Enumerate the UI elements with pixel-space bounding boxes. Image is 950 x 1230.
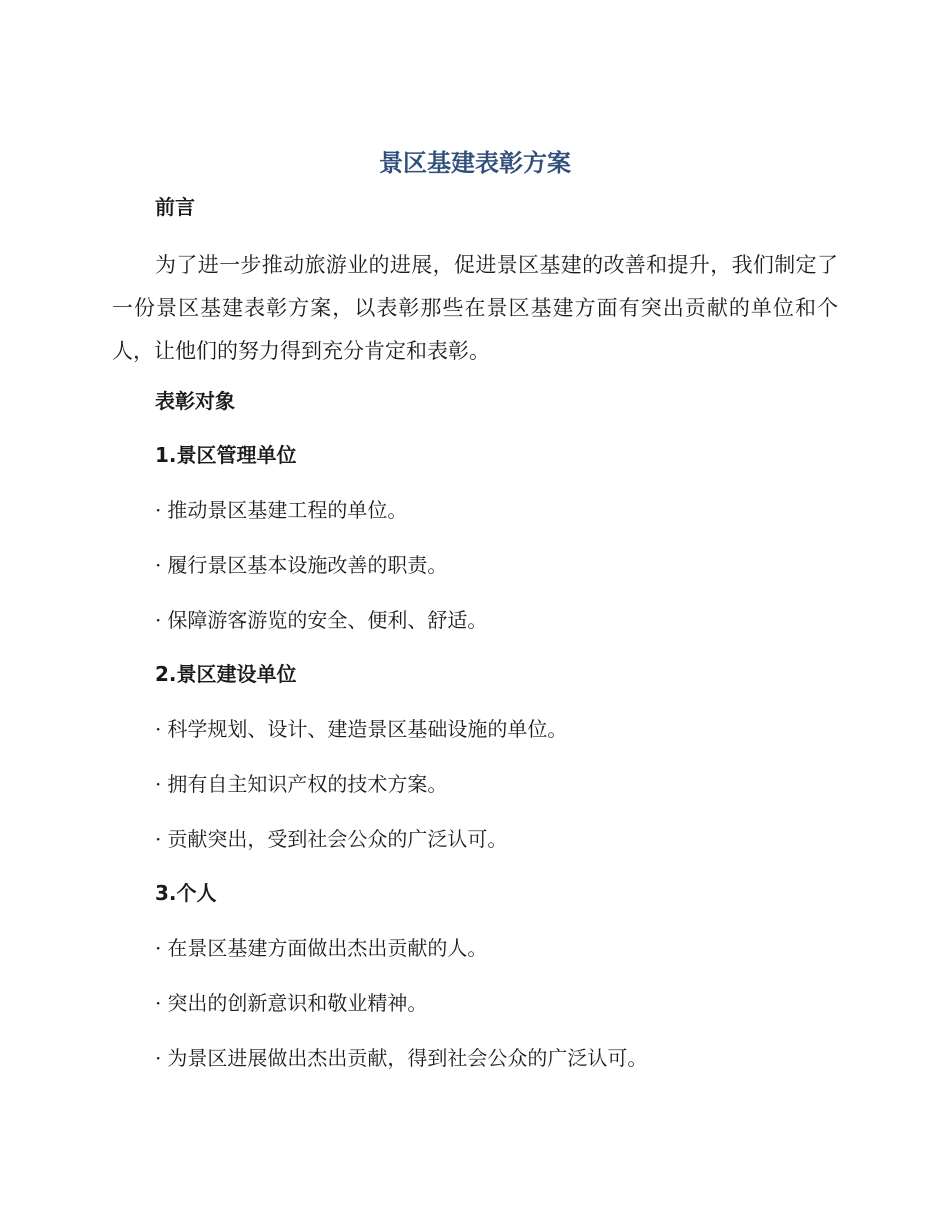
list-item-text: 推动景区基建工程的单位。	[167, 498, 408, 522]
bullet-dot: ·	[155, 608, 162, 632]
list-item	[155, 551, 447, 579]
bullet-dot: ·	[155, 827, 162, 851]
list-item-text: 突出的创新意识和敬业精神。	[167, 991, 428, 1015]
list-item	[155, 715, 567, 743]
targets-heading: 表彰对象	[155, 389, 235, 413]
bullet-dot: ·	[155, 1046, 162, 1070]
list-item-text: 贡献突出，受到社会公众的广泛认可。	[167, 827, 508, 851]
list-item	[155, 825, 507, 853]
list-item	[155, 934, 487, 962]
list-item	[155, 496, 407, 524]
list-item	[155, 989, 427, 1017]
section-heading-construction: 2.景区建设单位	[155, 662, 297, 686]
section-heading-management: 1.景区管理单位	[155, 443, 297, 467]
preface-heading: 前言	[155, 195, 195, 219]
list-item	[155, 606, 487, 634]
section-heading-individual: 3.个人	[155, 881, 217, 905]
bullet-dot: ·	[155, 553, 162, 577]
list-item-text: 保障游客游览的安全、便利、舒适。	[167, 608, 488, 632]
bullet-dot: ·	[155, 498, 162, 522]
list-item-text: 在景区基建方面做出杰出贡献的人。	[167, 936, 488, 960]
bullet-dot: ·	[155, 772, 162, 796]
bullet-dot: ·	[155, 991, 162, 1015]
bullet-dot: ·	[155, 936, 162, 960]
list-item-text: 拥有自主知识产权的技术方案。	[167, 772, 448, 796]
document-title: 景区基建表彰方案	[379, 149, 571, 177]
list-item-text: 科学规划、设计、建造景区基础设施的单位。	[167, 717, 568, 741]
list-item-text: 为景区进展做出杰出贡献，得到社会公众的广泛认可。	[167, 1046, 648, 1070]
list-item-text: 履行景区基本设施改善的职责。	[167, 553, 448, 577]
list-item	[155, 770, 447, 798]
bullet-dot: ·	[155, 717, 162, 741]
preface-paragraph: 为了进一步推动旅游业的进展，促进景区基建的改善和提升，我们制定了一份景区基建表彰方案，以表彰那些在景区基建方面有突出贡献的单位和个人，让他们的努力得到充分肯定和表彰。	[112, 253, 838, 363]
list-item	[155, 1044, 647, 1072]
